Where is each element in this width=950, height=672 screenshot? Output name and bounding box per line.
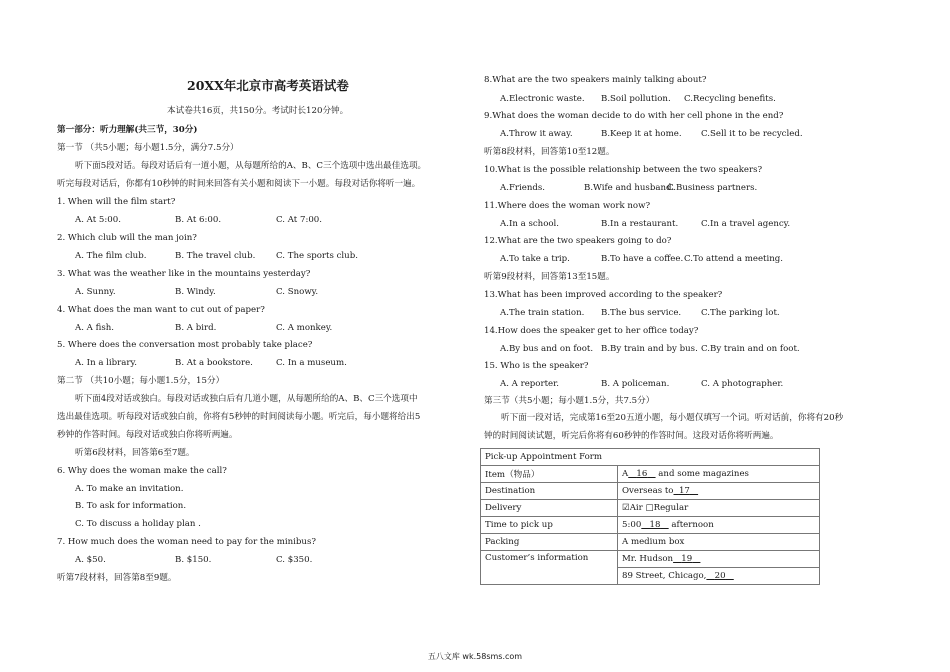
q7-option-b[interactable]: B. $150. [175, 555, 212, 565]
listen-material-9: 听第9段材料，回答第13至15题。 [484, 272, 615, 282]
blank-19[interactable]: 19 [681, 554, 693, 564]
delivery-options[interactable]: ☑Air □Regular [618, 500, 820, 517]
question-8: 8.What are the two speakers mainly talking about? [484, 75, 707, 85]
form-value-text: 5:00 [622, 520, 642, 530]
form-key: Customer’s information [481, 551, 618, 585]
page-subtitle: 本试卷共16页，共150分。考试时长120分钟。 [167, 106, 349, 116]
form-value-text: A [622, 469, 629, 479]
question-11: 11.Where does the woman work now? [484, 201, 651, 211]
q10-option-a[interactable]: A.Friends. [500, 183, 546, 193]
section2-instructions-1: 听下面4段对话或独白。每段对话或独白后有几道小题，从每题所给的A、B、C三个选项中 [75, 394, 418, 404]
listen-material-7: 听第7段材料，回答第8至9题。 [57, 573, 177, 583]
form-value-text: Overseas to [622, 486, 674, 496]
q3-option-b[interactable]: B. Windy. [175, 287, 216, 297]
form-row [481, 483, 820, 500]
form-value [618, 517, 820, 534]
q10-option-c[interactable]: C.Business partners. [667, 183, 758, 193]
q2-option-c[interactable]: C. The sports club. [276, 251, 358, 261]
form-value-text: Mr. Hudson [622, 554, 674, 564]
form-value-text: 89 Street, Chicago, [622, 571, 707, 581]
q3-option-a[interactable]: A. Sunny. [75, 287, 116, 297]
form-key: Time to pick up [481, 517, 618, 534]
form-value-suffix: and some magazines [658, 469, 749, 479]
section3-label: 第三节（共5小题；每小题1.5分，共7.5分） [484, 396, 655, 406]
q8-option-c[interactable]: C.Recycling benefits. [684, 94, 776, 104]
form-value [618, 551, 820, 568]
q11-option-c[interactable]: C.In a travel agency. [701, 219, 791, 229]
q8-option-b[interactable]: B.Soil pollution. [601, 94, 671, 104]
question-4: 4. What does the man want to cut out of paper? [57, 305, 265, 315]
q4-option-c[interactable]: C. A monkey. [276, 323, 333, 333]
question-7: 7. How much does the woman need to pay for the minibus? [57, 537, 316, 547]
section1-instructions-1: 听下面5段对话。每段对话后有一道小题，从每题所给的A、B、C三个选项中选出最佳选项。 [75, 161, 427, 171]
q13-option-b[interactable]: B.The bus service. [601, 308, 682, 318]
q1-option-c[interactable]: C. At 7:00. [276, 215, 323, 225]
question-2: 2. Which club will the man join? [57, 233, 197, 243]
q5-option-b[interactable]: B. At a bookstore. [175, 358, 253, 368]
question-14: 14.How does the speaker get to her office today? [484, 326, 699, 336]
q4-option-b[interactable]: B. A bird. [175, 323, 217, 333]
question-15: 15. Who is the speaker? [484, 361, 589, 371]
q13-option-a[interactable]: A.The train station. [500, 308, 585, 318]
form-value [618, 483, 820, 500]
section2-label: 第二节 （共10小题；每小题1.5分，15分） [57, 376, 225, 386]
listen-material-6: 听第6段材料，回答第6至7题。 [75, 448, 195, 458]
question-6: 6. Why does the woman make the call? [57, 466, 227, 476]
q14-option-b[interactable]: B.By train and by bus. [601, 344, 698, 354]
q13-option-c[interactable]: C.The parking lot. [701, 308, 780, 318]
q7-option-a[interactable]: A. $50. [75, 555, 106, 565]
pickup-appointment-form [480, 448, 820, 585]
q6-option-a[interactable]: A. To make an invitation. [75, 484, 184, 494]
form-key: Packing [481, 534, 618, 551]
q14-option-c[interactable]: C.By train and on foot. [701, 344, 800, 354]
form-value: A medium box [618, 534, 820, 551]
q6-option-b[interactable]: B. To ask for information. [75, 501, 187, 511]
form-key: Delivery [481, 500, 618, 517]
form-row [481, 466, 820, 483]
section3-instructions-2: 钟的时间阅读试题，听完后你将有60秒钟的作答时间。这段对话你将听两遍。 [484, 431, 779, 441]
q15-option-b[interactable]: B. A policeman. [601, 379, 670, 389]
form-value [618, 568, 820, 585]
q5-option-a[interactable]: A. In a library. [75, 358, 137, 368]
q4-option-a[interactable]: A. A fish. [75, 323, 115, 333]
form-row [481, 517, 820, 534]
form-title: Pick-up Appointment Form [481, 449, 820, 466]
question-9: 9.What does the woman decide to do with her cell phone in the end? [484, 111, 784, 121]
q11-option-a[interactable]: A.In a school. [500, 219, 560, 229]
blank-20[interactable]: 20 [714, 571, 726, 581]
form-key: Destination [481, 483, 618, 500]
question-3: 3. What was the weather like in the mountains yesterday? [57, 269, 311, 279]
q8-option-a[interactable]: A.Electronic waste. [500, 94, 585, 104]
q7-option-c[interactable]: C. $350. [276, 555, 313, 565]
q9-option-b[interactable]: B.Keep it at home. [601, 129, 682, 139]
q15-option-c[interactable]: C. A photographer. [701, 379, 784, 389]
q14-option-a[interactable]: A.By bus and on foot. [500, 344, 594, 354]
question-5: 5. Where does the conversation most probably take place? [57, 340, 313, 350]
question-13: 13.What has been improved according to the speaker? [484, 290, 723, 300]
question-12: 12.What are the two speakers going to do? [484, 236, 672, 246]
blank-18[interactable]: 18 [649, 520, 661, 530]
form-key: Item（物品） [481, 466, 618, 483]
form-row [481, 551, 820, 568]
listen-material-8: 听第8段材料，回答第10至12题。 [484, 147, 615, 157]
q1-option-a[interactable]: A. At 5:00. [75, 215, 121, 225]
form-value [618, 466, 820, 483]
question-1: 1. When will the film start? [57, 197, 176, 207]
section1-instructions-2: 听完每段对话后，你都有10秒钟的时间来回答有关小题和阅读下一小题。每段对话你将听一遍。 [57, 179, 421, 189]
q9-option-c[interactable]: C.Sell it to be recycled. [701, 129, 803, 139]
q3-option-c[interactable]: C. Snowy. [276, 287, 319, 297]
part1-heading: 第一部分：听力理解(共三节，30分) [57, 125, 198, 135]
blank-17[interactable]: 17 [678, 486, 690, 496]
q9-option-a[interactable]: A.Throw it away. [500, 129, 573, 139]
form-row [481, 534, 820, 551]
section2-instructions-2: 选出最佳选项。听每段对话或独白前，你将有5秒钟的时间阅读每小题。听完后，每小题将给出5 [57, 412, 421, 422]
q2-option-b[interactable]: B. The travel club. [175, 251, 256, 261]
q1-option-b[interactable]: B. At 6:00. [175, 215, 222, 225]
q6-option-c[interactable]: C. To discuss a holiday plan . [75, 519, 201, 529]
q12-option-c[interactable]: C.To attend a meeting. [684, 254, 783, 264]
page-title: 20XX年北京市高考英语试卷 [187, 78, 349, 93]
form-row [481, 500, 820, 517]
section1-label: 第一节 （共5小题；每小题1.5分，满分7.5分） [57, 143, 239, 153]
q10-option-b[interactable]: B.Wife and husband. [584, 183, 675, 193]
form-value-suffix: afternoon [671, 520, 714, 530]
question-10: 10.What is the possible relationship between the two speakers? [484, 165, 763, 175]
q15-option-a[interactable]: A. A reporter. [500, 379, 560, 389]
q12-option-a[interactable]: A.To take a trip. [500, 254, 570, 264]
q2-option-a[interactable]: A. The film club. [75, 251, 147, 261]
q12-option-b[interactable]: B.To have a coffee. [601, 254, 684, 264]
q11-option-b[interactable]: B.In a restaurant. [601, 219, 679, 229]
footer-watermark: 五八文库 wk.58sms.com [427, 652, 523, 661]
section3-instructions-1: 听下面一段对话，完成第16至20五道小题，每小题仅填写一个词。听对话前，你将有20秒 [501, 413, 844, 423]
q5-option-c[interactable]: C. In a museum. [276, 358, 347, 368]
section2-instructions-3: 秒钟的作答时间。每段对话或独白你将听两遍。 [57, 430, 238, 440]
blank-16[interactable]: 16 [636, 469, 648, 479]
